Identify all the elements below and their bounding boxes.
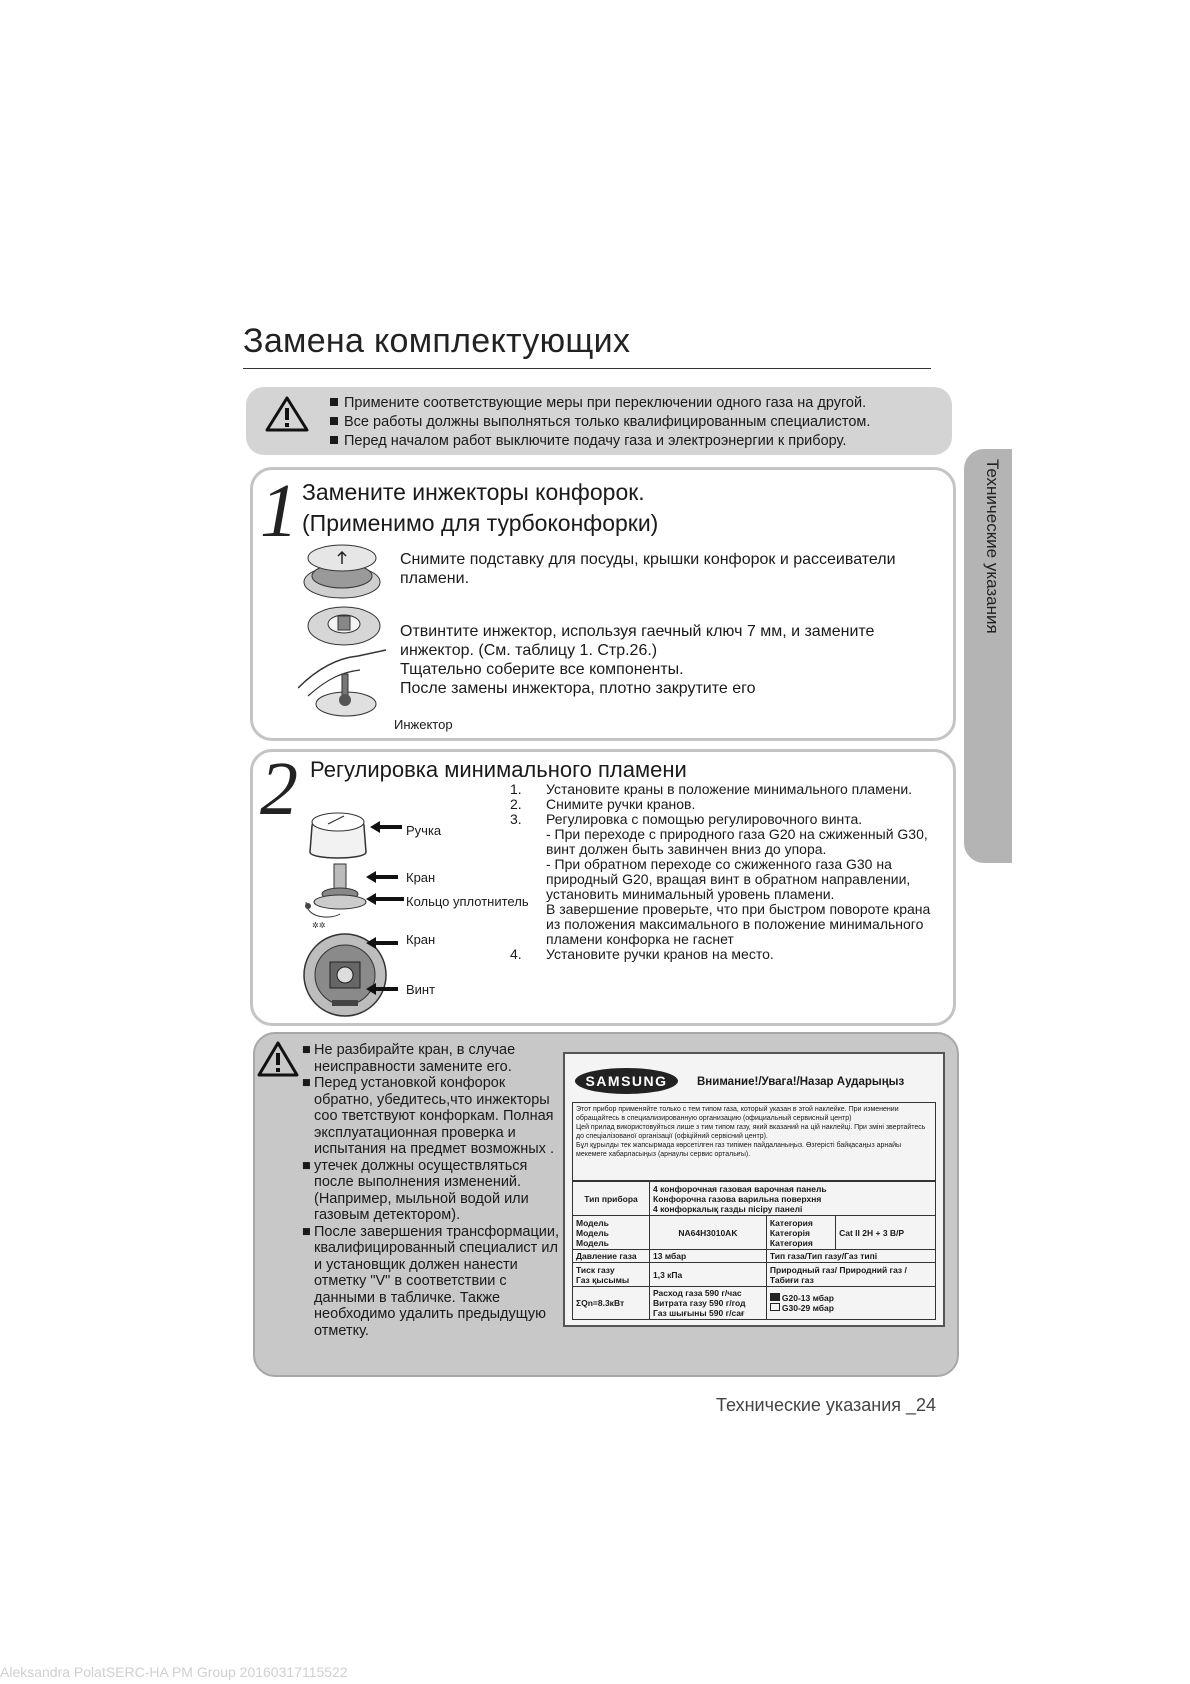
rating-spec-table [572,1181,936,1320]
empty-box-icon [770,1303,780,1311]
rating-label-info: Этот прибор применяйте только с тем типом газа, который указан в этой наклейке. При изменении обращайтесь в специализированную организацию (официальный сервисный центр) Цей прилад використовуйться лише з тим типом газу, який вказаний на цій наклейці. При зміні звертайтесь до спеціалізованої організації (офіційний сервісний центр). Бұл құрылды тек жапсырмада көрсетілген газ типімен пайдаланыңыз. Өзгерісті байқасаңыз арнайы мекемеге хабарласыңыз (арнаулы сервис орталығы). [572,1102,936,1181]
table-cell: Тиск газу Газ қысымы [573,1263,650,1287]
list-item: - При переходе с природного газа G20 на сжиженный G30, винт должен быть завинчен вниз до упора. [546,826,928,857]
table-cell: 1,3 кПа [650,1263,767,1287]
svg-text:✲✲: ✲✲ [312,921,326,930]
step1-title: Замените инжекторы конфорок. (Применимо для турбоконфорки) [302,479,659,536]
title-rule [243,368,931,369]
table-cell: Тип газа/Тип газу/Газ типі [766,1250,935,1263]
gas-option-g30: G30-29 мбар [770,1303,932,1313]
table-cell: Тип прибора [573,1182,650,1216]
table-cell: Модель Модель Модель [573,1216,650,1250]
table-cell: ΣQn=8.3кВт [573,1287,650,1320]
page-title: Замена комплектующих [243,322,631,360]
warning-triangle-icon [264,395,310,438]
table-cell [766,1287,935,1320]
arrow-icon [366,892,404,910]
gas-option-g20: G20-13 мбар [770,1293,932,1303]
injector-wrench-illustration [298,648,388,725]
table-cell: 4 конфорочная газовая варочная панель Конфорочна газова варильна поверхня 4 конфоркалық газды пісіру панелі [650,1182,936,1216]
step2-number: 2 [260,747,298,831]
page-footer: Технические указания _24 [716,1395,937,1415]
note-item: ■ Перед установкой конфорок обратно, убедитесь,что инжекторы соо тветствуют конфоркам. Полная эксплуатационная проверка и испытания на предмет возможных . [302,1075,554,1157]
list-item: 2. Снимите ручки кранов. [510,796,696,812]
burner-cap-illustration [300,542,384,611]
step1-number: 1 [260,469,298,553]
list-item: 4. Установите ручки кранов на место. [510,946,774,962]
warning-list [330,394,870,451]
arrow-icon [370,820,402,838]
valve-label-2: Кран [406,932,436,947]
notes-list [302,1042,564,1339]
table-cell: Расход газа 590 г/час Витрата газу 590 г/год Газ шығыны 590 г/сағ [650,1287,767,1320]
warning-triangle-icon [256,1040,300,1083]
screw-label: Винт [406,982,436,997]
side-tab-label: Технические указания [983,459,1002,634]
flame-spreader-illustration [306,604,382,653]
checked-box-icon [770,1293,780,1301]
warning-item: Все работы должны выполняться только квалифицированным специалистом. [330,413,870,432]
knob-illustration [304,802,372,867]
table-cell: Давление газа [573,1250,650,1263]
step1-text-b: Отвинтите инжектор, используя гаечный ключ 7 мм, и замените инжектор. (См. таблицу 1. Стр.26.) Тщательно соберите все компоненты. После замены инжектора, плотно закрутите его [400,623,875,697]
warning-item: Примените соответствующие меры при переключении одного газа на другой. [330,394,870,413]
table-cell: 13 мбар [650,1250,767,1263]
note-item: ■ После завершения трансформации, квалифицированный специалист ил и установщик должен нанести отметку "V" в соответствии с данными в табличке. Также необходимо удалить предыдущую отметку. [302,1223,560,1339]
step2-title: Регулировка минимального пламени [310,757,687,782]
warning-item: Перед началом работ выключите подачу газа и электроэнергии к прибору. [330,432,870,451]
rating-label-heading: Внимание!/Увага!/Назар Аударыңыз [697,1076,905,1088]
samsung-logo: SAMSUNG [575,1068,678,1094]
arrow-icon [366,936,398,954]
list-item: В завершение проверьте, что при быстром повороте крана из положения максимального в положение минимального пламени конфорка не гаснет [546,901,931,947]
table-cell: NA64H3010AK [650,1216,767,1250]
knob-label: Ручка [406,823,442,838]
table-cell: Природный газ/ Природний газ / Табиғи газ [766,1263,935,1287]
step2-list [510,782,940,962]
seal-ring-label: Кольцо уплотнитель [406,894,529,909]
note-item: ■ Не разбирайте кран, в случае неисправности замените его. [302,1042,516,1075]
list-item: 3. Регулировка с помощью регулировочного винта. [510,811,863,827]
injector-label: Инжектор [394,717,453,732]
step1-text-a: Снимите подставку для посуды, крышки конфорок и рассеиватели пламени. [400,551,896,587]
table-cell: Категория Категорія Категория [766,1216,835,1250]
arrow-icon [366,870,398,888]
arrow-icon [366,982,398,1000]
valve-label: Кран [406,870,436,885]
note-item: ■ утечек должны осуществляться после выполнения изменений. (Например, мыльной водой или газовым детектором). [302,1157,529,1223]
watermark: Aleksandra PolatSERC-HA PM Group 20160317115522 [0,1664,348,1680]
table-cell: Cat II 2H + 3 B/P [836,1216,936,1250]
list-item: - При обратном переходе со сжиженного газа G30 на природный G20, вращая винт в обратном направлении, установить минимальный уровень пламени. [546,856,911,902]
list-item: 1. Установите краны в положение минимального пламени. [510,781,913,797]
